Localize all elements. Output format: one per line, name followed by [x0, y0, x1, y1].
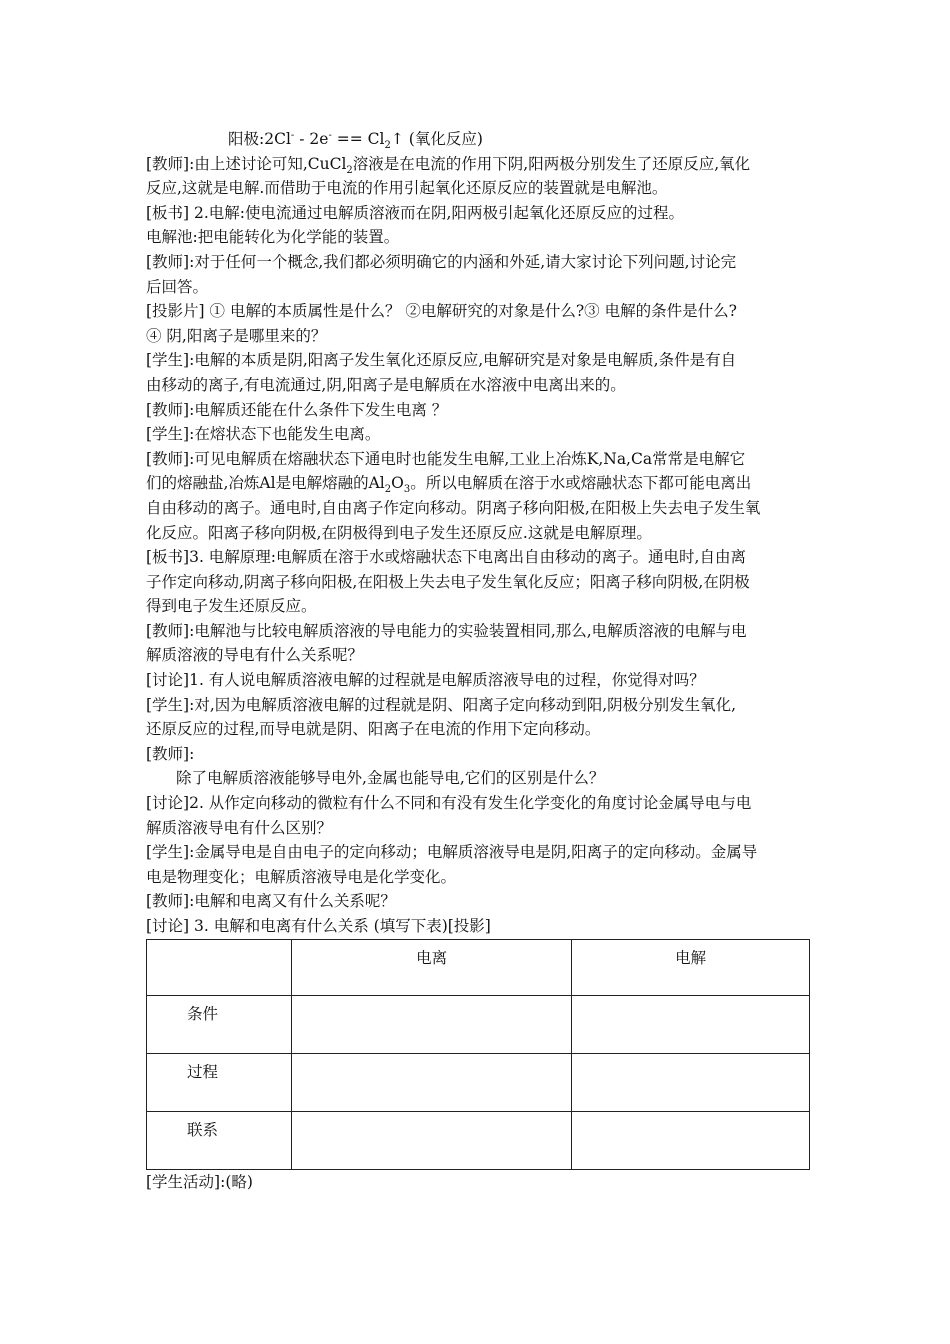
paragraph-line: [学生]:金属导电是自由电子的定向移动；电解质溶液导电是阴,阳离子的定向移动。金属导 [146, 843, 758, 862]
table-row-label: 过程 [147, 1053, 292, 1111]
paragraph-line [146, 152, 810, 177]
paragraph-line: [学生]:电解的本质是阴,阳离子发生氧化还原反应,电解研究是对象是电解质,条件是有自 [146, 351, 737, 370]
paragraph-line: 电是物理变化；电解质溶液导电是化学变化。 [146, 867, 457, 886]
table-row [147, 1053, 810, 1111]
paragraph-line: [教师]:电解池与比较电解质溶液的导电能力的实验装置相同,那么,电解质溶液的电解与电 [146, 621, 747, 640]
paragraph-line: [学生]:对,因为电解质溶液电解的过程就是阴、阳离子定向移动到阳,阴极分别发生氧化, [146, 695, 737, 714]
paragraph-line: 还原反应的过程,而导电就是阴、阳离子在电流的作用下定向移动。 [146, 720, 601, 739]
paragraph-line: 电解池:把电能转化为化学能的装置。 [146, 228, 400, 247]
anode-equation [146, 127, 810, 152]
paragraph-line: [学生]:在熔状态下也能发生电离。 [146, 425, 381, 444]
text: - [290, 129, 295, 141]
table-cell [291, 1111, 572, 1169]
table-cell [572, 995, 810, 1053]
paragraph-line: [讨论]2. 从作定向移动的微粒有什么不同和有没有发生化学变化的角度讨论金属导电与电 [146, 794, 752, 813]
paragraph-line: [教师]:对于任何一个概念,我们都必须明确它的内涵和外延,请大家讨论下列问题,讨论完 [146, 252, 737, 271]
table-cell [572, 1111, 810, 1169]
table-cell [572, 1053, 810, 1111]
table-header-cell: 电离 [291, 939, 572, 995]
paragraph-line: [投影片] ① 电解的本质属性是什么？ ②电解研究的对象是什么?③ 电解的条件是什么? [146, 302, 737, 321]
paragraph-line: ④ 阴,阳离子是哪里来的？ [146, 326, 327, 345]
paragraph-line: [讨论] 3. 电解和电离有什么关系 (填写下表)[投影] [146, 917, 491, 935]
paragraph-line: [讨论]1. 有人说电解质溶液电解的过程就是电解质溶液导电的过程，你觉得对吗？ [146, 671, 705, 690]
paragraph-line: [教师]:可见电解质在熔融状态下通电时也能发生电解,工业上冶炼K,Na,Ca常常是电解它 [146, 449, 746, 468]
table-cell [147, 939, 292, 995]
text: [教师]:由上述讨论可知,CuCl [146, 154, 347, 173]
table-header-cell: 电解 [572, 939, 810, 995]
paragraph-line: 得到电子发生还原反应。 [146, 597, 317, 616]
paragraph-line: 由移动的离子,有电流通过,阴,阳离子是电解质在水溶液中电离出来的。 [146, 375, 626, 394]
text: 2 [346, 164, 353, 176]
table-row-label: 条件 [147, 995, 292, 1053]
paragraph-line [146, 471, 810, 496]
paragraph-line: 后回答。 [146, 277, 209, 296]
paragraph-line: 除了电解质溶液能够导电外,金属也能导电,它们的区别是什么？ [176, 769, 605, 788]
table-row [147, 1111, 810, 1169]
text: 溶液是在电流的作用下阴,阳两极分别发生了还原反应,氧化 [352, 154, 751, 173]
paragraph-line: 子作定向移动,阴离子移向阳极,在阳极上失去电子发生氧化反应；阳离子移向阴极,在阴极 [146, 572, 750, 591]
text: - 2e [294, 130, 329, 148]
text: - [328, 129, 332, 141]
text: O [391, 474, 404, 493]
table-row [147, 995, 810, 1053]
paragraph-line: 自由移动的离子。通电时,自由离子作定向移动。阴离子移向阳极,在阳极上失去电子发生氧 [146, 498, 761, 517]
text: == Cl [331, 130, 385, 148]
text: 2 [384, 484, 392, 496]
table-header-row [147, 939, 810, 995]
table-row-label: 联系 [147, 1111, 292, 1169]
paragraph-line: [学生活动]:(略) [146, 1172, 253, 1191]
text: 们的熔融盐,冶炼Al是电解熔融的Al [146, 474, 385, 493]
text: 3 [403, 484, 411, 496]
paragraph-line: [板书] 2.电解:使电流通过电解质溶液而在阴,阳两极引起氧化还原反应的过程。 [146, 203, 684, 222]
document-body [146, 127, 810, 1194]
text: 2 [384, 140, 391, 152]
paragraph-line: [教师]: [146, 744, 195, 763]
text: 。所以电解质在溶于水或熔融状态下都可能电离出 [410, 474, 752, 493]
table-cell [291, 995, 572, 1053]
paragraph-line: 解质溶液的导电有什么关系呢？ [146, 646, 364, 665]
paragraph-line: [板书]3. 电解原理:电解质在溶于水或熔融状态下电离出自由移动的离子。通电时,自由离 [146, 548, 746, 567]
paragraph-line: 解质溶液导电有什么区别？ [146, 818, 333, 837]
table-cell [291, 1053, 572, 1111]
text: ↑ (氧化反应) [390, 130, 483, 148]
comparison-table [146, 939, 810, 1170]
text: 阳极:2Cl [228, 130, 291, 148]
paragraph-line: [教师]:电解质还能在什么条件下发生电离 ？ [146, 400, 448, 419]
paragraph-line: 反应,这就是电解.而借助于电流的作用引起氧化还原反应的装置就是电解池。 [146, 179, 668, 198]
paragraph-line: [教师]:电解和电离又有什么关系呢？ [146, 892, 396, 911]
paragraph-line: 化反应。阳离子移向阴极,在阴极得到电子发生还原反应.这就是电解原理。 [146, 523, 652, 542]
